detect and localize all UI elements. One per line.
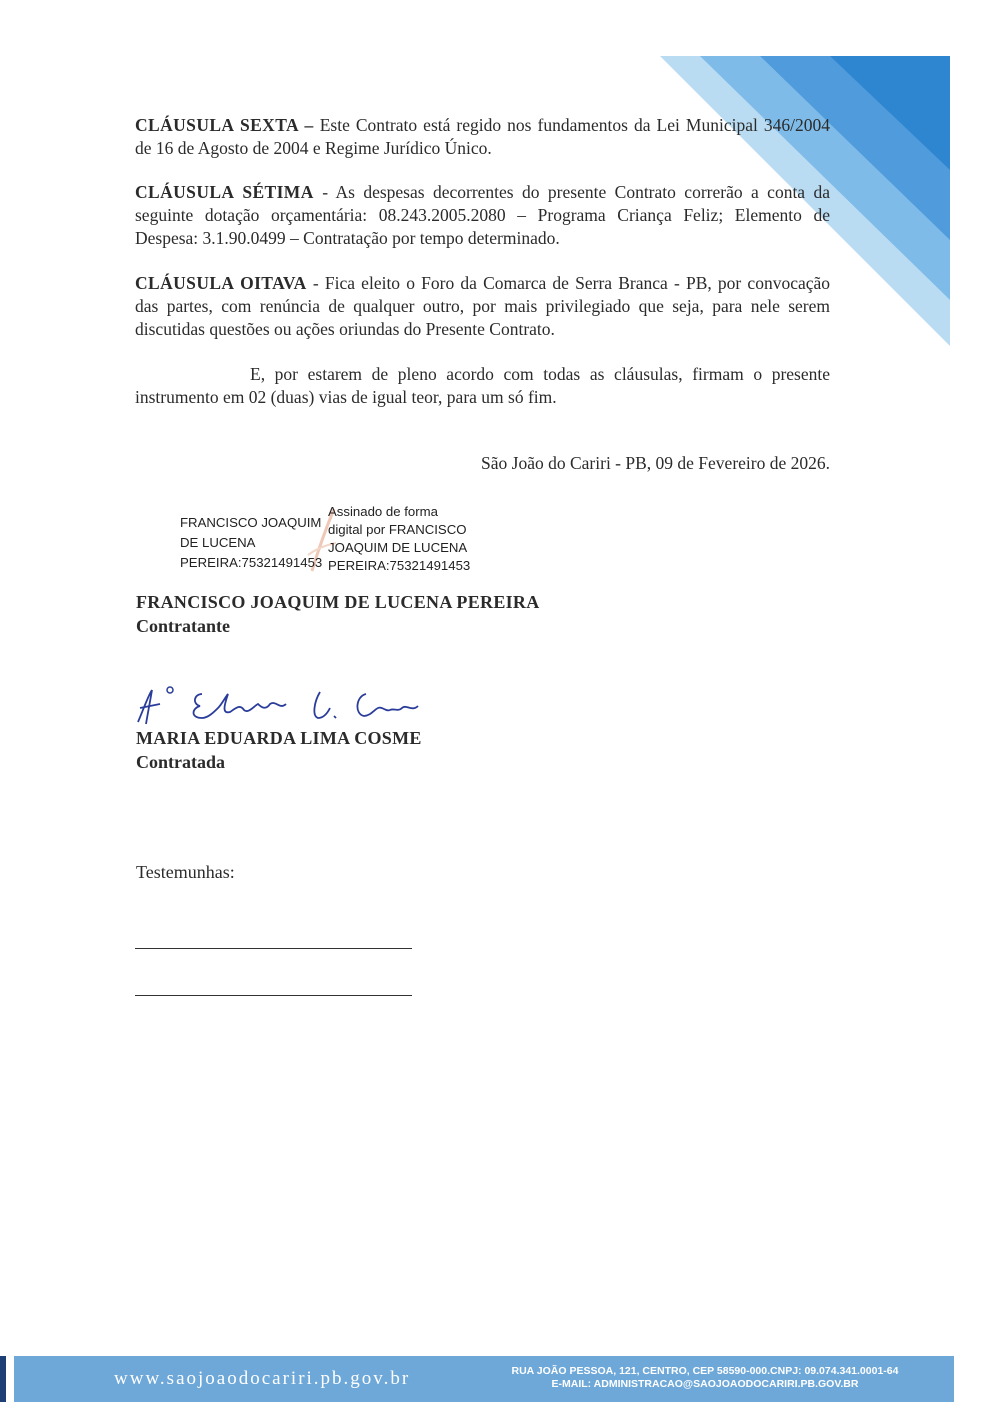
signer-line: DE LUCENA (180, 535, 256, 550)
clause-heading: CLÁUSULA SÉTIMA (135, 182, 314, 202)
clause-heading: CLÁUSULA SEXTA – (135, 115, 314, 135)
contracted-role: Contratada (136, 752, 225, 772)
signer-name-block (180, 513, 330, 573)
footer-website: www.saojoaodocariri.pb.gov.br (114, 1368, 411, 1389)
signature-note-line: JOAQUIM DE LUCENA (328, 540, 468, 555)
signature-note-block (328, 503, 498, 575)
clause-text: Este Contrato está regido nos fundamentos da Lei Municipal 346/2004 de 16 de Agosto de 2004 e Regime Jurídico Único. (135, 115, 831, 158)
clause-seventh (135, 181, 830, 250)
clause-eighth (135, 272, 830, 341)
witnesses-label: Testemunhas: (136, 862, 235, 882)
clause-heading: CLÁUSULA OITAVA (135, 273, 307, 293)
signature-note-line: Assinado de forma (328, 504, 438, 519)
footer-contact (500, 1365, 910, 1391)
contractor-name: FRANCISCO JOAQUIM DE LUCENA PEREIRA (136, 592, 540, 612)
clause-text: - Fica eleito o Foro da Comarca de Serra Branca - PB, por convocação das partes, com renúncia de qualquer outro, por mais privilegiado que seja, para nele serem discutidas questões ou ações oriundas do Presente Contrato. (135, 273, 831, 339)
footer-address: RUA JOÃO PESSOA, 121, CENTRO, CEP 58590-000.CNPJ: 09.074.341.0001-64 (511, 1365, 899, 1377)
signature-note-line: PEREIRA:75321491453 (328, 558, 471, 573)
date-line: São João do Cariri - PB, 09 de Fevereiro de 2026. (481, 453, 830, 473)
signer-line: PEREIRA:75321491453 (180, 555, 323, 570)
clause-sixth (135, 114, 830, 160)
witness-signature-line (135, 948, 412, 949)
footer-edge (0, 1356, 6, 1402)
contracted-name: MARIA EDUARDA LIMA COSME (136, 728, 422, 748)
contractor-block (136, 590, 540, 638)
witness-signature-line (135, 995, 412, 996)
closing-paragraph: E, por estarem de pleno acordo com todas as cláusulas, firmam o presente instrumento em 02 (duas) vias de igual teor, para um só fim. (135, 364, 830, 407)
signer-line: FRANCISCO JOAQUIM (180, 515, 322, 530)
signature-note-line: digital por FRANCISCO (328, 522, 467, 537)
contractor-role: Contratante (136, 616, 230, 636)
footer-email: E-MAIL: ADMINISTRACAO@SAOJOAODOCARIRI.PB.GOV.BR (551, 1378, 859, 1390)
clause-text: - As despesas decorrentes do presente Contrato correrão a conta da seguinte dotação orçamentária: 08.243.2005.2080 – Programa Criança Feliz; Elemento de Despesa: 3.1.90.0499 – Contratação por tempo determinado. (135, 182, 831, 248)
contracted-block (136, 726, 422, 774)
handwritten-signature (130, 682, 430, 732)
footer-banner (14, 1356, 954, 1402)
